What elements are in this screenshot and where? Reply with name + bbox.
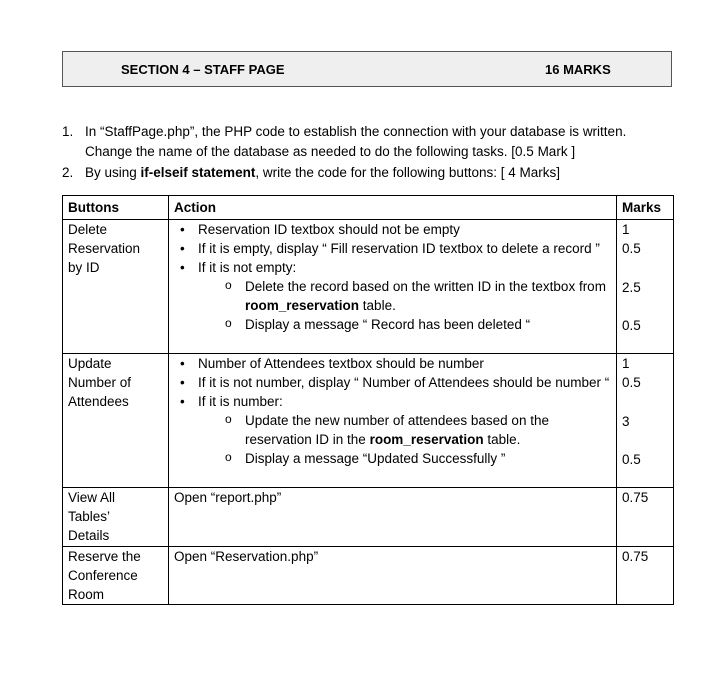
section-header [62,51,672,87]
marks-cell: 0.75 [617,488,674,547]
table-row [63,547,674,605]
mark-value: 0.5 [622,452,641,467]
action-bullet: • Number of Attendees textbox should be number [174,354,611,373]
question-2-post: , write the code for the following buttons: [ 4 Marks] [255,165,560,180]
question-1-line-2: Change the name of the database as needed to do the following tasks. [0.5 Mark ] [85,144,576,159]
action-sub-bullet [174,277,611,315]
mark-value: 1 [622,222,630,237]
action-bullet: • If it is number: [174,392,611,411]
mark-value: 3 [622,414,630,429]
action-bullet: • If it is empty, display “ Fill reservation ID textbox to delete a record ” [174,239,611,258]
action-sub-bullet [174,411,611,449]
question-2-text [85,163,702,183]
button-name-line: Reserve the [68,549,141,564]
marks-cell [617,220,674,354]
sub-text: table. [483,432,521,447]
button-name-line: Attendees [68,394,129,409]
button-name-line: Room [68,587,105,602]
table-row [63,488,674,547]
marks-table [62,195,674,605]
header-marks: Marks [617,196,674,220]
mark-value: 0.5 [622,375,641,390]
question-1-line-1: In “StaffPage.php”, the PHP code to establish the connection with your database is written. [85,124,627,139]
button-name-line: by ID [68,260,100,275]
table-name: room_reservation [369,432,484,447]
button-name-line: Number of [68,375,132,390]
action-cell [169,220,617,354]
mark-value: 2.5 [622,280,641,295]
mark-value: 1 [622,356,630,371]
action-bullet: • Reservation ID textbox should not be empty [174,220,611,239]
sub-text: table. [359,298,396,313]
action-sub-bullet: o Display a message “Updated Successfully ” [174,449,611,468]
button-name-line: Delete [68,222,108,237]
question-1 [62,122,702,162]
button-cell [63,354,169,488]
question-2-pre: By using [85,165,141,180]
table-header-row [63,196,674,220]
mark-value: 0.5 [622,241,641,256]
sub-text: Update the new number of attendees based on the reservation ID in the [245,413,549,447]
marks-cell: 0.75 [617,547,674,605]
action-cell [169,354,617,488]
section-marks: 16 MARKS [545,62,611,77]
button-name-line: View All [68,490,116,505]
action-bullet: • If it is not empty: [174,258,611,277]
question-2-bold: if-elseif statement [140,165,256,180]
action-bullet: • If it is not number, display “ Number of Attendees should be number “ [174,373,611,392]
marks-cell [617,354,674,488]
action-sub-bullet: o Display a message “ Record has been deleted “ [174,315,611,334]
button-name-line: Details [68,528,110,543]
button-name-line: Tables’ [68,509,111,524]
mark-value: 0.5 [622,318,641,333]
header-action: Action [169,196,617,220]
table-name: room_reservation [245,298,360,313]
section-title: SECTION 4 – STAFF PAGE [121,62,285,77]
button-name-line: Update [68,356,112,371]
action-cell: Open “Reservation.php” [169,547,617,605]
button-cell [63,547,169,605]
header-buttons: Buttons [63,196,169,220]
button-name-line: Reservation [68,241,141,256]
button-cell [63,220,169,354]
action-cell: Open “report.php” [169,488,617,547]
question-1-number: 1. [62,124,74,139]
sub-text: Delete the record based on the written ID in the textbox from [245,279,606,294]
table-row [63,220,674,354]
button-cell [63,488,169,547]
question-2-number: 2. [62,165,74,180]
question-2 [62,163,702,183]
table-row [63,354,674,488]
button-name-line: Conference [68,568,138,583]
